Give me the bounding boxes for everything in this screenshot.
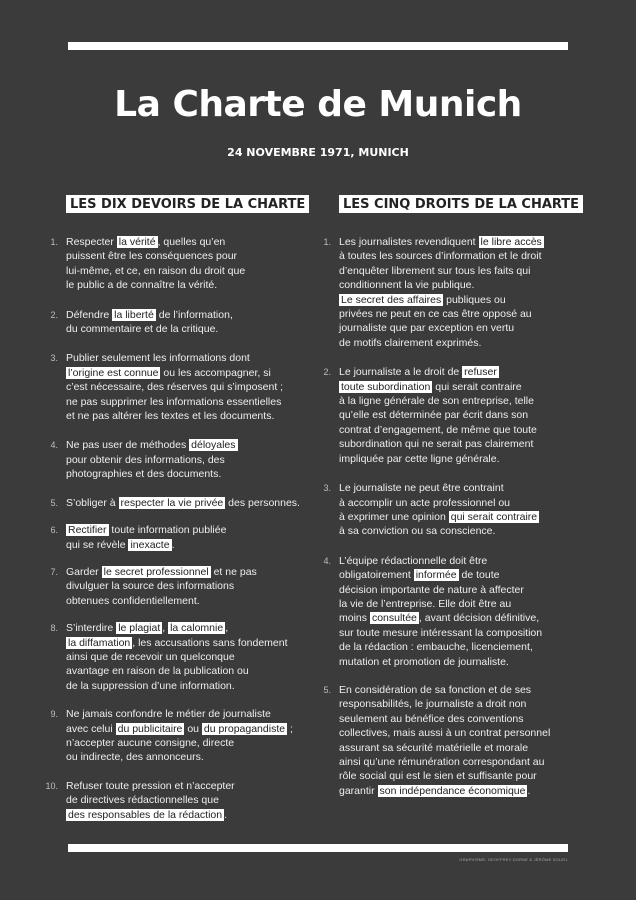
right-item: [323, 481, 571, 539]
highlighted-phrase: la calomnie: [170, 622, 224, 635]
duties-heading: LES DIX DEVOIRS DE LA CHARTE: [66, 195, 309, 213]
rights-heading: LES CINQ DROITS DE LA CHARTE: [339, 195, 583, 213]
duty-item-number: 5.: [50, 497, 58, 508]
duty-item-text: [66, 351, 316, 423]
highlighted-phrase: Rectifier: [68, 524, 107, 537]
duty-item: [50, 523, 316, 552]
right-item-text: [339, 481, 571, 539]
text-run: Défendre: [66, 308, 113, 321]
text-run: En considération de sa fonction et de ses responsabilités, le journaliste a droit non seulement au bénéfice des conventions collectives, mais aussi à un contrat personnel assurant sa sécurité matérielle et morale ainsi qu’une rémunération correspondant au rôle social qui est le sien et suffisante pour garantir: [339, 683, 551, 797]
duty-item: [50, 308, 316, 337]
text-run: Les journalistes revendiquent: [339, 236, 479, 248]
text-run: , quelles qu’en puissent être les conséquences pour lui-même, et ce, en raison du droit que le public a de connaître la vérité.: [66, 236, 246, 292]
text-run: ; n’accepter aucune consigne, directe ou indirecte, des annonceurs.: [66, 722, 293, 764]
duty-item-text: [66, 779, 316, 822]
duty-item: [50, 621, 316, 693]
highlighted-phrase: la vérité: [118, 236, 156, 248]
duty-item-text: [66, 438, 316, 481]
rights-list: [323, 235, 571, 798]
duty-item: [45, 779, 316, 822]
text-run: de toute décision importante de nature à affecter la vie de l’entreprise. Elle doit être au moins: [339, 569, 524, 625]
credit-text: GRAPHISME: GEOFFREY DORNE & JÉRÔME SOLEIL: [459, 857, 568, 862]
text-run: ,: [162, 622, 169, 635]
duty-item-number: 9.: [50, 709, 58, 720]
duty-item-text: [66, 523, 316, 552]
text-run: toute information publiée qui se révèle: [66, 524, 227, 551]
highlighted-phrase: respecter la vie privée: [120, 496, 224, 509]
duty-item-number: 1.: [50, 237, 58, 247]
right-item-number: 1.: [323, 237, 331, 247]
text-run: Ne pas user de méthodes: [66, 439, 190, 452]
highlighted-phrase: qui serait contraire: [450, 510, 538, 523]
right-item: [323, 365, 571, 466]
duty-item: [50, 565, 316, 608]
page-subtitle: 24 NOVEMBRE 1971, MUNICH: [227, 146, 409, 159]
duty-item: [50, 438, 316, 481]
highlighted-phrase: consultée: [371, 612, 417, 625]
text-run: pour obtenir des informations, des photographies et des documents.: [66, 453, 225, 481]
highlighted-phrase: du publicitaire: [117, 722, 183, 735]
text-run: Garder: [66, 565, 102, 578]
right-item: [323, 235, 571, 350]
text-run: Respecter: [66, 236, 117, 248]
text-run: Le journaliste a le droit de: [339, 366, 463, 379]
highlighted-phrase: toute subordination: [341, 380, 431, 393]
duty-item-text: [66, 235, 316, 293]
text-run: Refuser toute pression et n’accepter de directives rédactionnelles que: [66, 779, 235, 807]
highlighted-phrase: son indépendance économique: [379, 784, 526, 797]
right-item-number: 4.: [323, 555, 331, 566]
duty-item-text: [66, 565, 316, 608]
text-run: de l’information, du commentaire et de la critique.: [66, 308, 233, 336]
highlighted-phrase: refuser: [464, 366, 497, 379]
right-item-text: [339, 365, 571, 466]
highlighted-phrase: déloyales: [191, 439, 236, 452]
highlighted-phrase: des responsables de la rédaction: [68, 808, 223, 821]
highlighted-phrase: le secret professionnel: [103, 565, 209, 578]
right-item: [323, 554, 571, 669]
text-run: , les accusations sans fondement ainsi que de recevoir un quelconque avantage en raison de la publication ou de la suppression d’une information.: [66, 636, 288, 692]
text-run: , avant décision définitive, sur toute mesure intéressant la composition de la rédaction : embauche, licenciement, mutation et promotion de journaliste.: [339, 612, 543, 668]
duty-item-text: [66, 496, 316, 510]
duty-item-number: 2.: [50, 309, 58, 320]
text-run: à sa conviction ou sa conscience.: [339, 525, 496, 538]
duty-item-number: 3.: [50, 353, 58, 364]
duty-item-number: 6.: [50, 525, 58, 536]
text-run: Publier seulement les informations dont: [66, 352, 250, 365]
text-run: ,: [225, 622, 229, 635]
right-item-number: 2.: [323, 367, 331, 378]
rights-column: [323, 195, 580, 798]
text-run: Le journaliste ne peut être contraint à accomplir un acte professionnel ou à exprimer une opinion: [339, 482, 511, 523]
text-run: qui serait contraire à la ligne générale de son entreprise, telle qu’elle est déterminée par écrit dans son contrat d’engagement, de même que toute subordination qui ne serait pas clairement impliquée par cette ligne générale.: [339, 380, 537, 465]
duty-item-text: [66, 707, 316, 765]
duty-item: [50, 235, 316, 293]
right-item-text: [339, 554, 571, 669]
right-item-text: [339, 683, 571, 798]
text-run: .: [171, 538, 175, 551]
text-run: Ne jamais confondre le métier de journaliste avec celui: [66, 708, 271, 735]
highlighted-phrase: Le secret des affaires: [341, 293, 442, 306]
duty-item: [50, 707, 316, 765]
highlighted-phrase: le libre accès: [480, 236, 542, 248]
duty-item-number: 8.: [50, 623, 58, 634]
highlighted-phrase: informée: [415, 569, 457, 582]
text-run: ou les accompagner, si c’est nécessaire, des réserves qui s’imposent ; ne pas supprimer les informations essentielles et ne pas altérer les textes et les documents.: [66, 366, 284, 423]
page-title: La Charte de Munich: [114, 84, 522, 125]
highlighted-phrase: inexacte: [130, 538, 170, 551]
highlighted-phrase: du propagandiste: [203, 722, 286, 735]
duties-column: [45, 195, 316, 822]
right-item-number: 3.: [323, 483, 331, 494]
text-run: publiques ou privées ne peut en ce cas être opposé au journaliste que par exception en vertu de motifs clairement exprimés.: [339, 293, 532, 349]
text-run: et ne pas divulguer la source des informations obtenues confidentiellement.: [66, 565, 257, 607]
duty-item-text: [66, 308, 316, 337]
duty-item-number: 10.: [45, 780, 58, 791]
text-run: L’équipe rédactionnelle doit être obligatoirement: [339, 554, 488, 582]
highlighted-phrase: la liberté: [114, 308, 154, 321]
text-run: à toutes les sources d’information et le droit d’enquêter librement sur tous les faits qui conditionnent la vie publique.: [339, 250, 542, 292]
right-item: [323, 683, 571, 798]
duty-item-text: [66, 621, 316, 693]
highlighted-phrase: le plagiat: [118, 622, 161, 635]
bottom-rule: [68, 844, 568, 852]
highlighted-phrase: la diffamation: [68, 636, 131, 649]
text-run: .: [224, 808, 228, 821]
right-item-text: [339, 235, 571, 350]
top-rule: [68, 42, 568, 50]
text-run: S’interdire: [66, 622, 117, 635]
text-run: S’obliger à: [66, 496, 119, 509]
text-run: ou: [184, 722, 202, 735]
text-run: .: [527, 784, 531, 797]
highlighted-phrase: l’origine est connue: [68, 366, 159, 379]
text-run: des personnes.: [225, 496, 300, 509]
duty-item-number: 4.: [50, 440, 58, 451]
duty-item-number: 7.: [50, 566, 58, 577]
right-item-number: 5.: [323, 684, 331, 695]
duties-list: [45, 235, 316, 822]
duty-item: [50, 351, 316, 423]
duty-item: [50, 496, 316, 510]
